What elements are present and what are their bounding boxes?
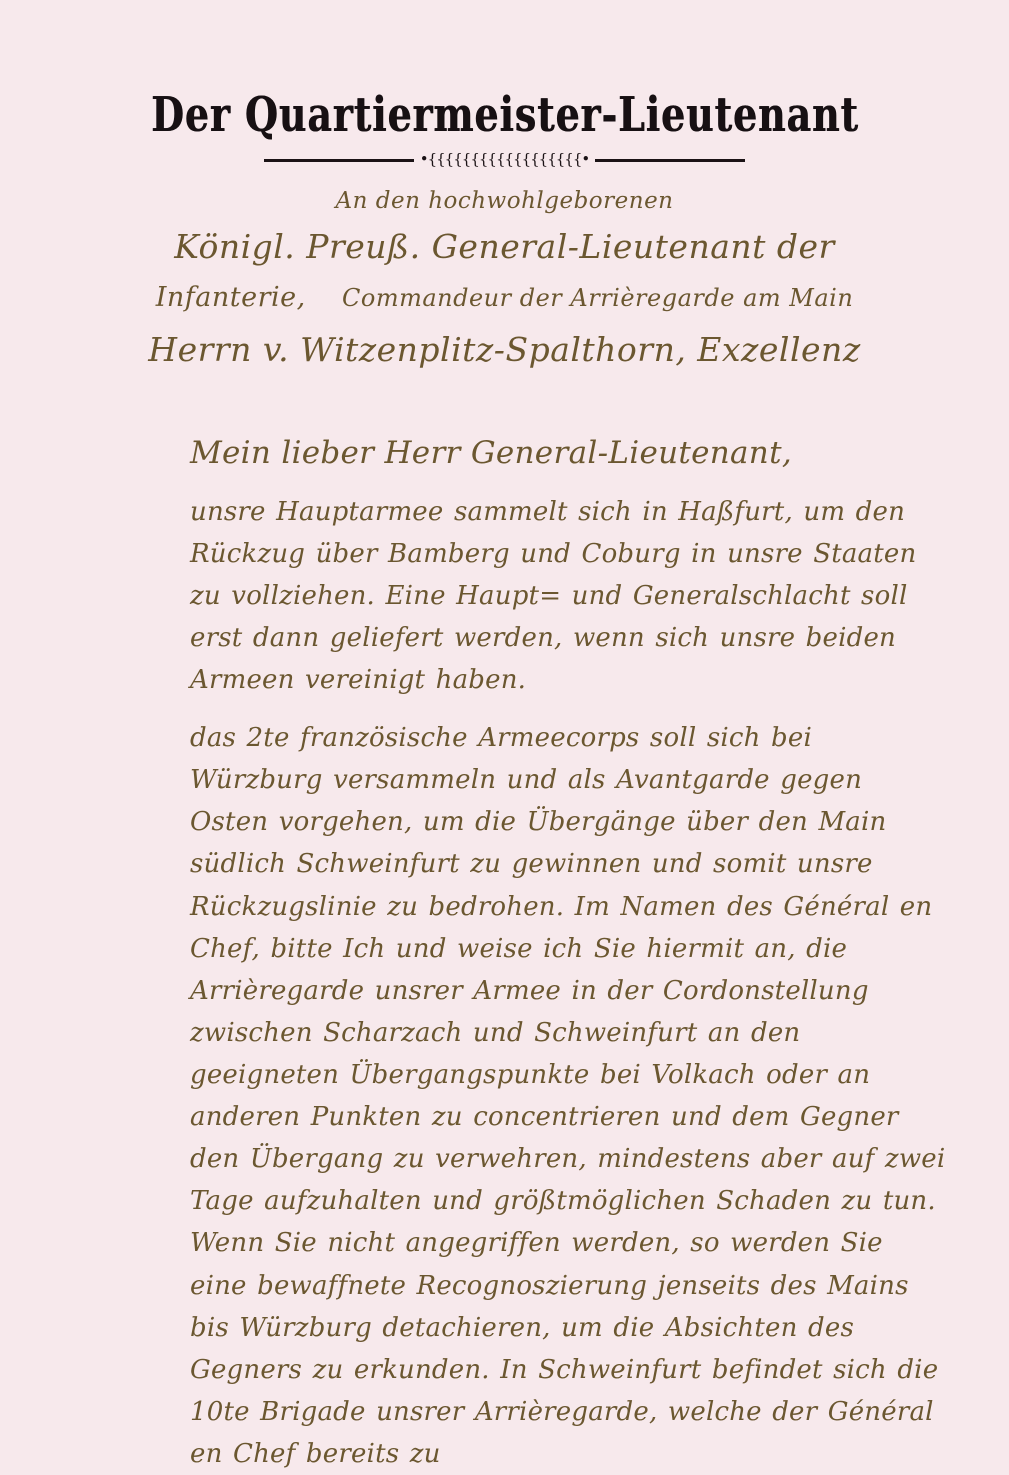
divider-line-right xyxy=(595,159,745,162)
addressee-line-2: Königl. Preuß. General-Lieutenant der xyxy=(174,227,835,267)
addressee-line-1: An den hochwohlgeborenen xyxy=(335,188,674,214)
addressee-line-3 xyxy=(0,280,1009,316)
letterhead-title: Der Quartiermeister-Lieutenant xyxy=(150,87,859,144)
addressee-block xyxy=(0,186,1009,373)
addressee-line-3-command: Commandeur der Arrièregarde am Main xyxy=(342,283,854,312)
divider-ornament: •{{{{{{{{{{{{{{{{{{• xyxy=(419,150,590,168)
letter-body xyxy=(0,435,1009,1475)
addressee-name: Herrn v. Witzenplitz-Spalthorn, Exzellenz xyxy=(148,330,861,370)
paragraph: das 2te französische Armeecorps soll sich bei Würzburg versammeln und als Avantgarde gegen Osten vorgehen, um die Übergänge über den Main südlich Schweinfurt zu gewinnen und somit unsre Rückzugslinie zu bedrohen. Im Namen des Général en Chef, bitte Ich und weise ich Sie hiermit an, die Arrièregarde unsrer Armee in der Cordonstellung zwischen Scharzach und Schweinfurt an den geeigneten Übergangspunkte bei Volkach oder an anderen Punkten zu concentrieren und dem Gegner den Übergang zu verwehren, mindestens aber auf zwei Tage aufzuhalten und größtmöglichen Schaden zu tun. Wenn Sie nicht angegriffen werden, so werden Sie eine bewaffnete Recognoszierung jenseits des Mains bis Würzburg detachieren, um die Absichten des Gegners zu erkunden. In Schweinfurt befindet sich die 10te Brigade unsrer Arrièregarde, welche der Général en Chef bereits zu xyxy=(190,723,946,1469)
letterhead-divider xyxy=(0,150,1009,168)
addressee-line-3-branch: Infanterie, xyxy=(155,281,306,313)
salutation: Mein lieber Herr General-Lieutenant, xyxy=(190,434,792,471)
paragraph: unsre Hauptarmee sammelt sich in Haßfurt, um den Rückzug über Bamberg und Coburg in unsre Staaten zu vollziehen. Eine Haupt= und Generalschlacht soll erst dann geliefert werden, wenn sich unsre beiden Armeen vereinigt haben. xyxy=(190,496,917,696)
divider-line-left xyxy=(264,159,414,162)
letterhead xyxy=(0,0,1009,168)
